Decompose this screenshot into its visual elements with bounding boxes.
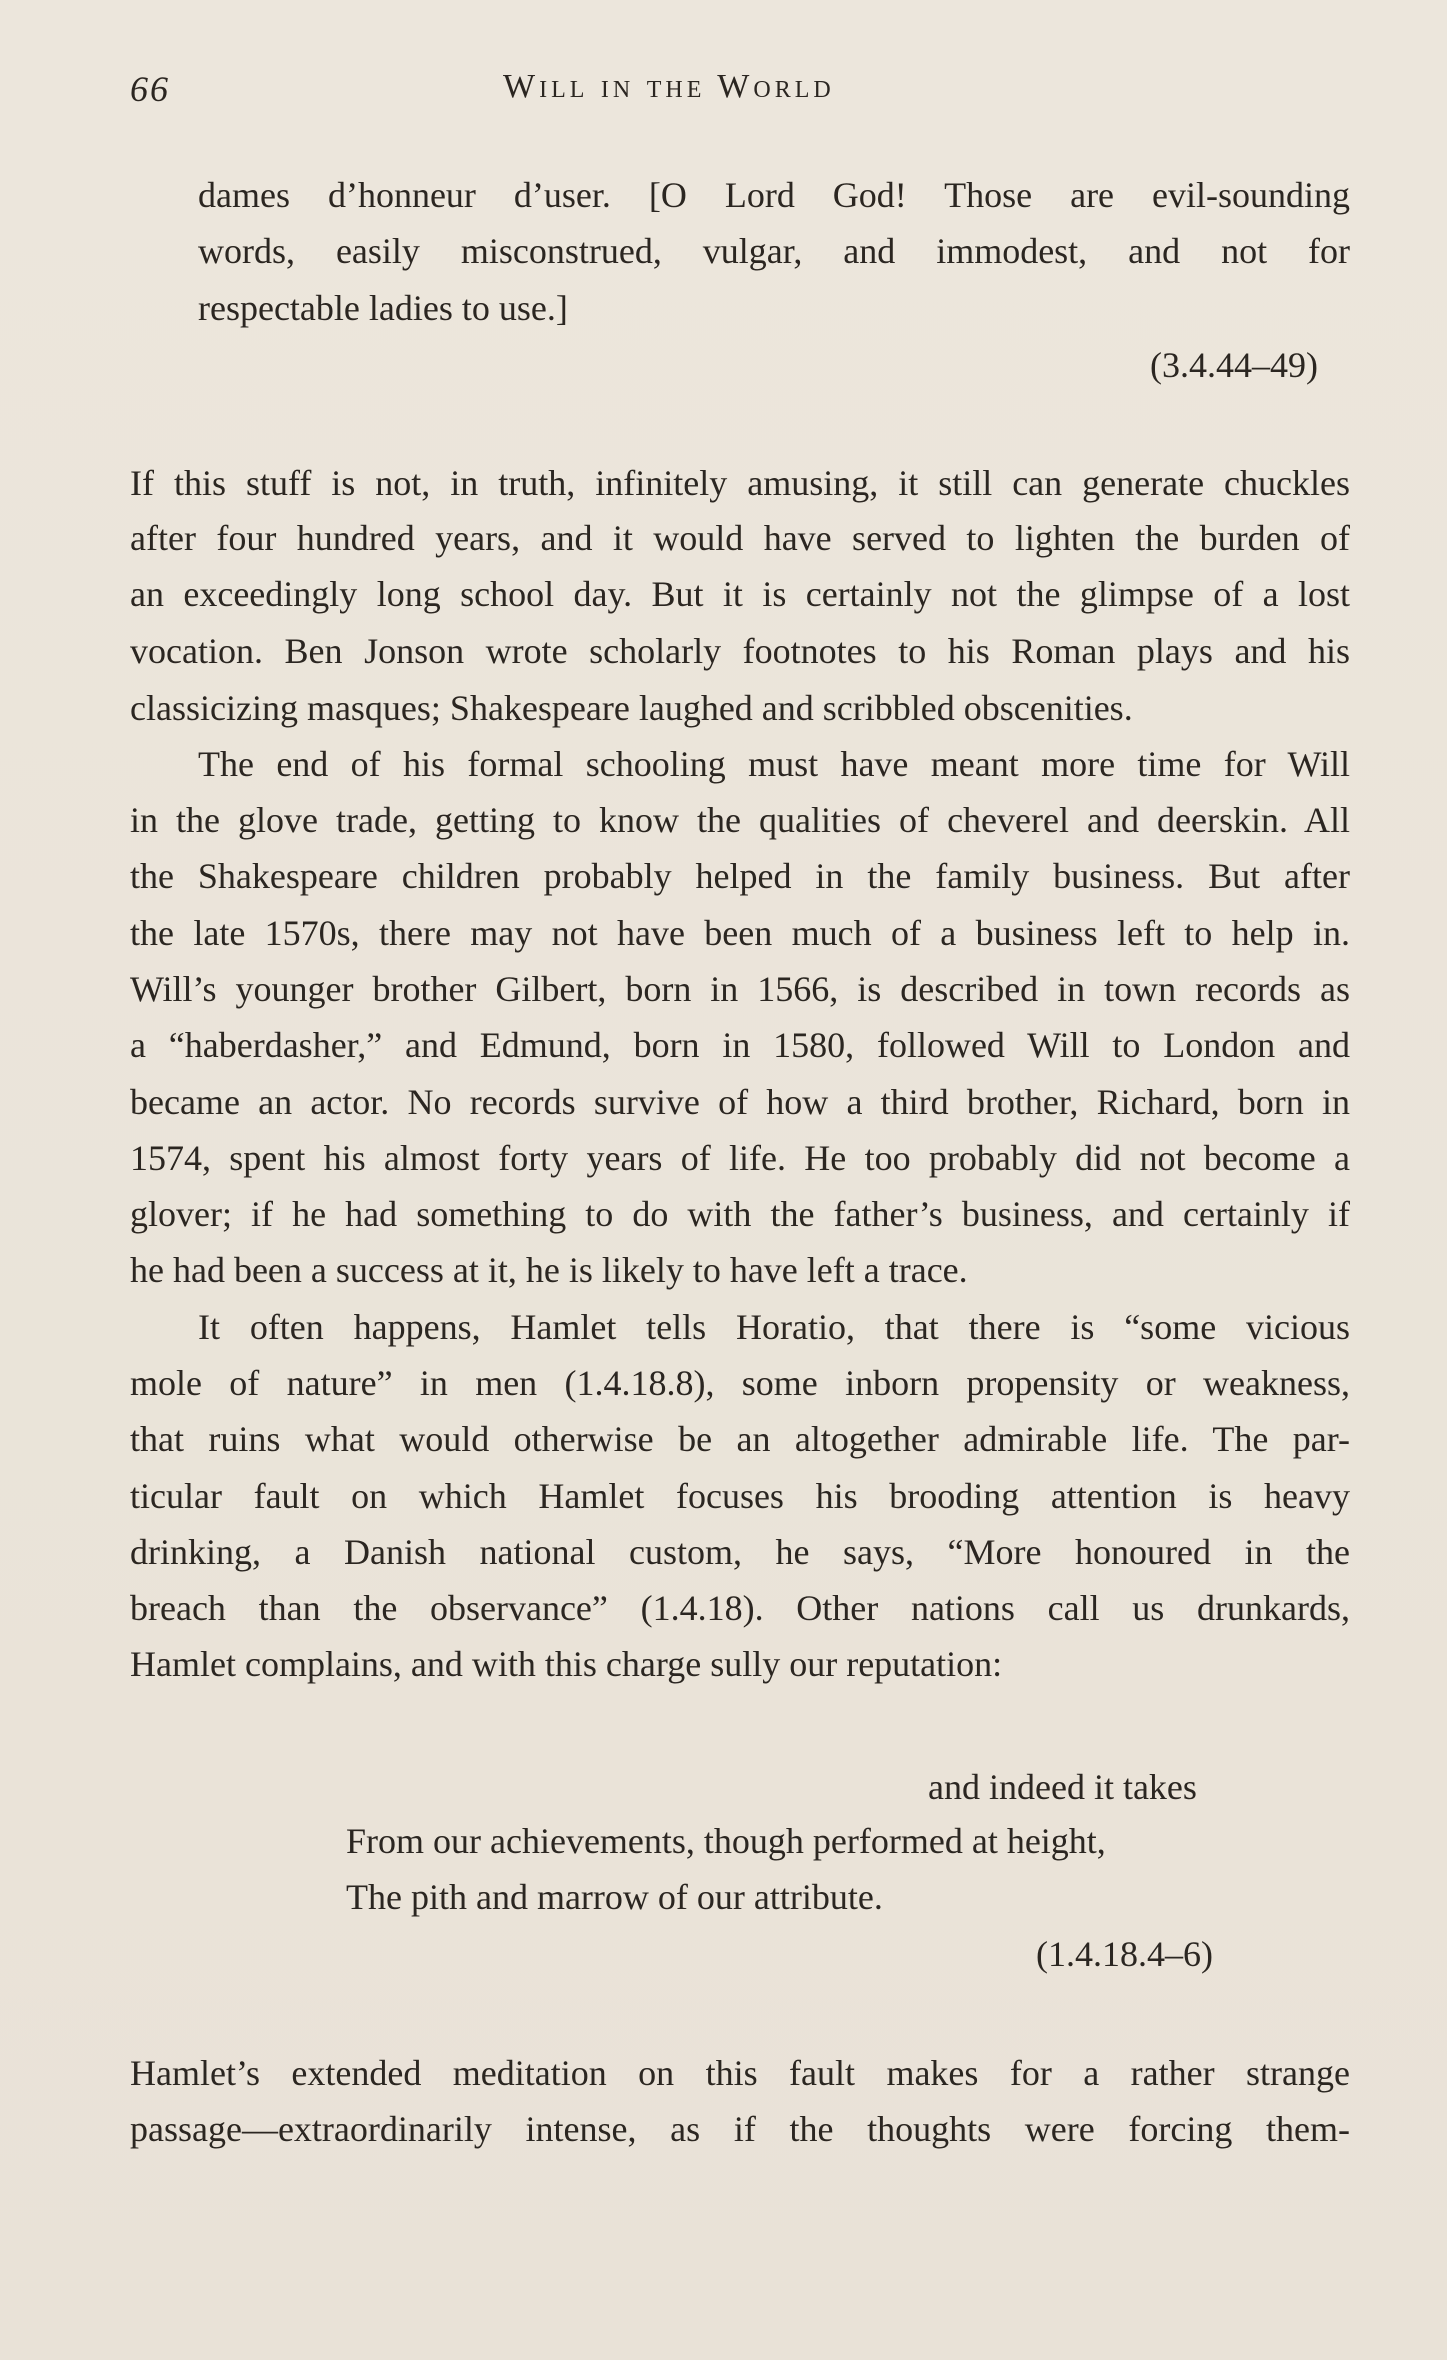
body-line: that ruins what would otherwise be an altogether admirable life. The par- <box>130 1419 1350 1459</box>
body-line: The end of his formal schooling must have meant more time for Will <box>198 744 1350 784</box>
quote-line: respectable ladies to use.] <box>198 288 568 328</box>
closing-line: Hamlet’s extended meditation on this fault makes for a rather strange <box>130 2053 1350 2093</box>
quote-line: words, easily misconstrued, vulgar, and immodest, and not for <box>198 231 1350 271</box>
page-number: 66 <box>130 69 170 109</box>
body-line: after four hundred years, and it would have served to lighten the burden of <box>130 518 1350 558</box>
quote-line: dames d’honneur d’user. [O Lord God! Those are evil-sounding <box>198 175 1350 215</box>
body-line: Hamlet complains, and with this charge sully our reputation: <box>130 1644 1003 1684</box>
body-line: the Shakespeare children probably helped in the family business. But after <box>130 856 1350 896</box>
body-line: It often happens, Hamlet tells Horatio, that there is “some vicious <box>198 1307 1350 1347</box>
verse-line: From our achievements, though performed at height, <box>346 1821 1106 1861</box>
body-line: breach than the observance” (1.4.18). Other nations call us drunkards, <box>130 1588 1350 1628</box>
body-line: became an actor. No records survive of how a third brother, Richard, born in <box>130 1082 1350 1122</box>
body-line: an exceedingly long school day. But it is certainly not the glimpse of a lost <box>130 574 1350 614</box>
running-head: Will in the World <box>503 68 835 105</box>
body-line: he had been a success at it, he is likely to have left a trace. <box>130 1250 968 1290</box>
body-line: 1574, spent his almost forty years of life. He too probably did not become a <box>130 1138 1350 1178</box>
body-line: glover; if he had something to do with the father’s business, and certainly if <box>130 1194 1350 1234</box>
body-line: in the glove trade, getting to know the qualities of cheverel and deerskin. All <box>130 800 1350 840</box>
closing-line: passage—extraordinarily intense, as if the thoughts were forcing them- <box>130 2109 1350 2149</box>
body-line: Will’s younger brother Gilbert, born in 1566, is described in town records as <box>130 969 1350 1009</box>
body-line: drinking, a Danish national custom, he says, “More honoured in the <box>130 1532 1350 1572</box>
body-line: a “haberdasher,” and Edmund, born in 1580, followed Will to London and <box>130 1025 1350 1065</box>
body-line: vocation. Ben Jonson wrote scholarly footnotes to his Roman plays and his <box>130 631 1350 671</box>
verse-reference: (1.4.18.4–6) <box>1036 1934 1213 1974</box>
body-line: mole of nature” in men (1.4.18.8), some inborn propensity or weakness, <box>130 1363 1350 1403</box>
verse-line: and indeed it takes <box>928 1767 1197 1807</box>
body-line: classicizing masques; Shakespeare laughed and scribbled obscenities. <box>130 688 1133 728</box>
body-line: the late 1570s, there may not have been much of a business left to help in. <box>130 913 1350 953</box>
quote-reference: (3.4.44–49) <box>1150 345 1318 385</box>
body-line: If this stuff is not, in truth, infinitely amusing, it still can generate chuckles <box>130 463 1350 503</box>
body-line: ticular fault on which Hamlet focuses his brooding attention is heavy <box>130 1476 1350 1516</box>
verse-line: The pith and marrow of our attribute. <box>346 1877 883 1917</box>
